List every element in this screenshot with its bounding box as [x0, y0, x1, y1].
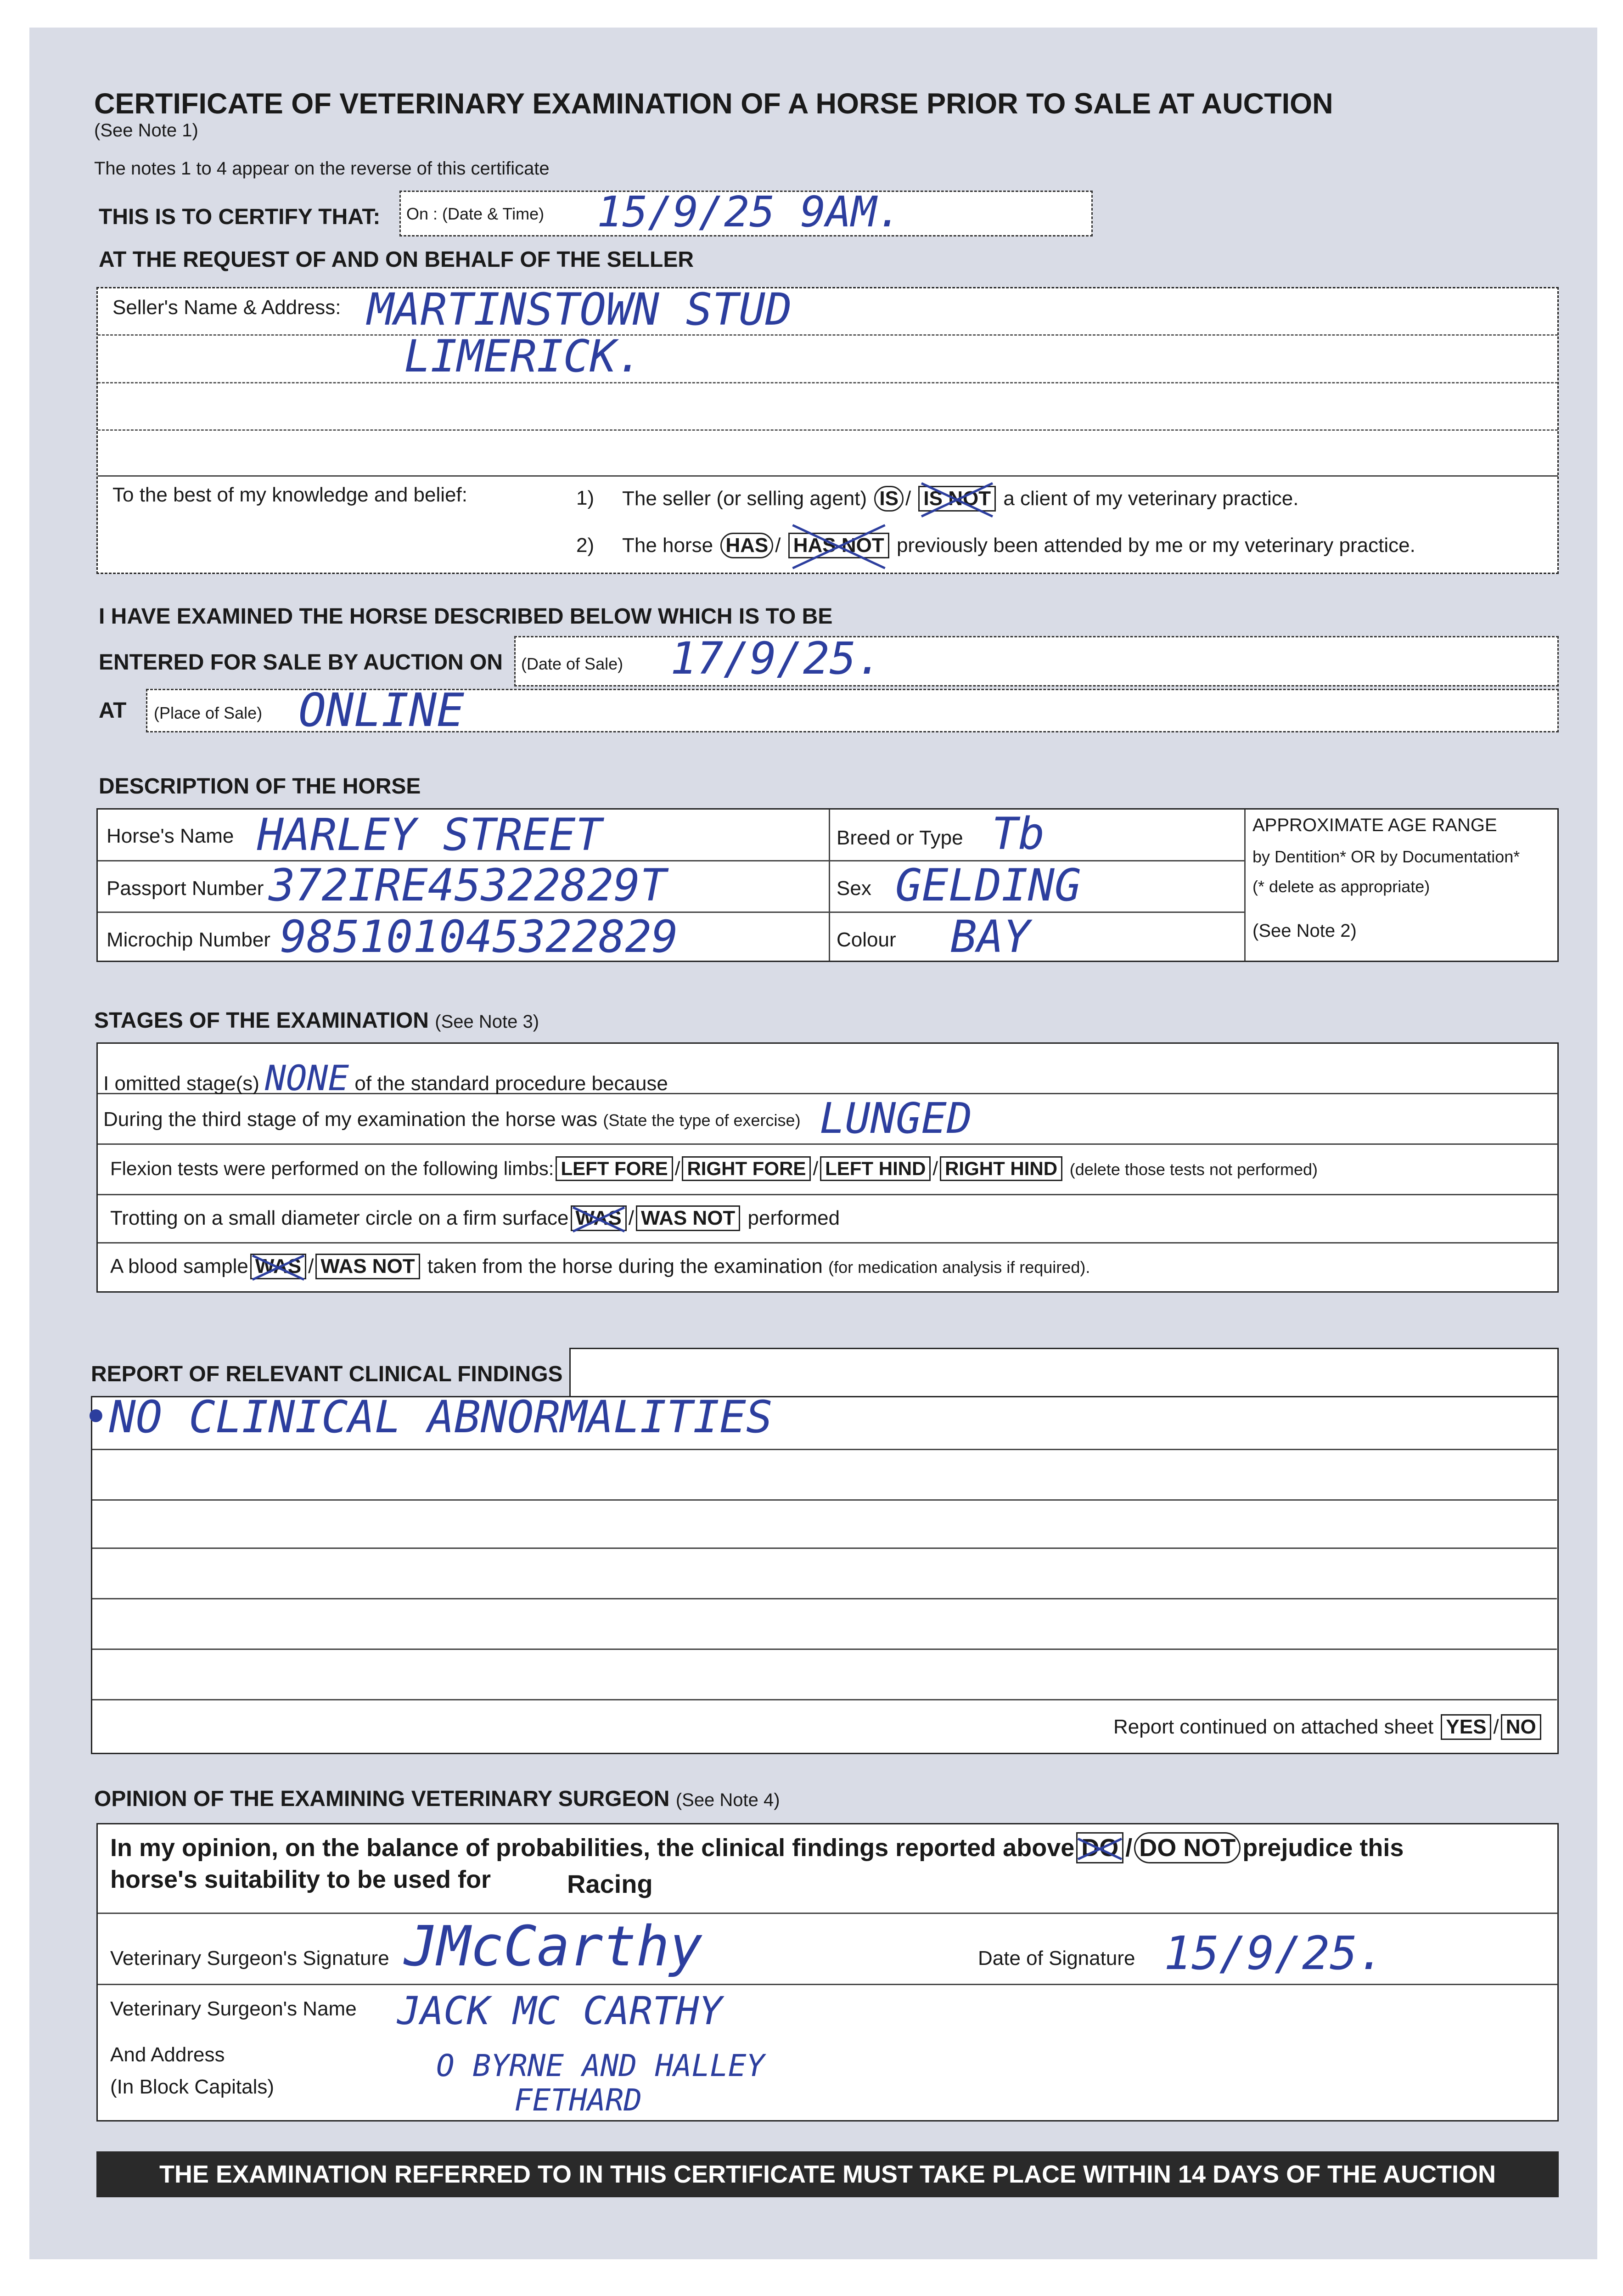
sale-heading-2: ENTERED FOR SALE BY AUCTION ON — [99, 650, 503, 675]
option-has-not[interactable]: HAS NOT — [788, 533, 889, 558]
veterinary-signature: JMcCarthy — [404, 1915, 703, 1979]
flexion-pre: Flexion tests were performed on the following limbs: — [110, 1158, 554, 1179]
surgeon-address-1: O BYRNE AND HALLEY — [436, 2048, 765, 2083]
option-has[interactable]: HAS — [720, 533, 773, 558]
option-trot-was-not[interactable]: WAS NOT — [636, 1205, 740, 1231]
omit-pre: I omitted stage(s) — [103, 1072, 259, 1095]
blood-row: A blood sample WAS / WAS NOT taken from the horse during the examination (for medication analysis if required). — [110, 1254, 1090, 1279]
stages-heading-text: STAGES OF THE EXAMINATION — [94, 1008, 429, 1033]
horse-name-label: Horse's Name — [107, 825, 234, 847]
exam-date-time: 15/9/25 9AM. — [597, 187, 902, 236]
option-blood-was[interactable]: WAS — [250, 1254, 306, 1279]
blood-pre: A blood sample — [110, 1255, 248, 1277]
opinion-heading — [94, 1786, 780, 1812]
item1-number: 1) — [576, 487, 595, 509]
flexion-post: (delete those tests not performed) — [1069, 1160, 1318, 1179]
option-left-hind[interactable]: LEFT HIND — [820, 1156, 931, 1181]
sale-heading-1: I HAVE EXAMINED THE HORSE DESCRIBED BELOW WHICH IS TO BE — [99, 604, 833, 629]
notes-line: The notes 1 to 4 appear on the reverse of this certificate — [94, 158, 550, 179]
omit-post: of the standard procedure because — [354, 1072, 668, 1095]
flexion-row: Flexion tests were performed on the following limbs: LEFT FORE / RIGHT FORE / LEFT HIND / RIGHT HIND (delete those tests not performed) — [110, 1156, 1318, 1181]
colour-label: Colour — [837, 929, 896, 951]
request-line: AT THE REQUEST OF AND ON BEHALF OF THE SELLER — [99, 248, 694, 272]
address-label-2: (In Block Capitals) — [110, 2076, 275, 2098]
option-do[interactable]: DO — [1076, 1832, 1123, 1863]
third-stage-small: (State the type of exercise) — [603, 1111, 801, 1130]
stages-heading-note: (See Note 3) — [435, 1012, 539, 1032]
at-label: AT — [99, 698, 127, 723]
knowledge-label: To the best of my knowledge and belief: — [112, 484, 467, 506]
passport-label: Passport Number — [107, 877, 264, 900]
blood-small: (for medication analysis if required). — [828, 1258, 1090, 1277]
report-heading-box — [569, 1348, 1559, 1396]
certify-label: THIS IS TO CERTIFY THAT: — [99, 205, 381, 229]
sale-date-label: (Date of Sale) — [521, 654, 623, 673]
trotting-row: Trotting on a small diameter circle on a firm surface WAS / WAS NOT performed — [110, 1205, 840, 1231]
third-stage-row — [103, 1108, 801, 1131]
sale-place-label: (Place of Sale) — [154, 703, 263, 722]
description-heading: DESCRIPTION OF THE HORSE — [99, 774, 421, 799]
item1-pre: The seller (or selling agent) — [622, 487, 867, 510]
option-do-not[interactable]: DO NOT — [1134, 1832, 1241, 1863]
surgeon-name-value: JACK MC CARTHY — [397, 1988, 723, 2033]
passport-value: 372IRE45322829T — [269, 860, 667, 911]
microchip-label: Microchip Number — [107, 929, 270, 951]
trotting-pre: Trotting on a small diameter circle on a firm surface — [110, 1207, 569, 1229]
intended-use-value: Racing — [567, 1869, 653, 1898]
sex-value: GELDING — [895, 860, 1081, 911]
age-range-delete-note: (* delete as appropriate) — [1252, 877, 1430, 896]
option-blood-was-not[interactable]: WAS NOT — [315, 1254, 420, 1279]
clinical-finding: •NO CLINICAL ABNORMALITIES — [83, 1391, 773, 1443]
option-right-fore[interactable]: RIGHT FORE — [682, 1156, 811, 1181]
colour-value: BAY — [950, 911, 1030, 962]
item2-post: previously been attended by me or my veterinary practice. — [896, 534, 1415, 557]
age-range-title: APPROXIMATE AGE RANGE — [1252, 815, 1497, 835]
item2-line: The horse HAS / HAS NOT previously been attended by me or my veterinary practice. — [622, 533, 1415, 558]
breed-label: Breed or Type — [837, 827, 963, 849]
sale-date-value: 17/9/25. — [670, 633, 883, 684]
address-label-1: And Address — [110, 2043, 225, 2066]
third-stage-value: LUNGED — [820, 1094, 972, 1143]
seller-name-value: MARTINSTOWN STUD — [367, 284, 792, 335]
item2-number: 2) — [576, 534, 595, 557]
option-continued-no[interactable]: NO — [1501, 1714, 1541, 1740]
opinion-heading-note: (See Note 4) — [675, 1790, 780, 1810]
footer-banner: THE EXAMINATION REFERRED TO IN THIS CERTIFICATE MUST TAKE PLACE WITHIN 14 DAYS OF THE AUCTION — [96, 2151, 1559, 2197]
surgeon-address-2: FETHARD — [514, 2082, 642, 2118]
opinion-text-1-post: prejudice this — [1242, 1834, 1404, 1862]
sex-label: Sex — [837, 877, 871, 900]
option-right-hind[interactable]: RIGHT HIND — [940, 1156, 1062, 1181]
item2-pre: The horse — [622, 534, 713, 557]
report-continued-row: Report continued on attached sheet YES / NO — [1113, 1714, 1543, 1740]
seller-name-label: Seller's Name & Address: — [112, 296, 341, 319]
item1-post: a client of my veterinary practice. — [1003, 487, 1299, 510]
option-left-fore[interactable]: LEFT FORE — [556, 1156, 673, 1181]
opinion-text-1: In my opinion, on the balance of probabilities, the clinical findings reported above DO / DO NOT prejudice this — [110, 1832, 1404, 1863]
signature-label: Veterinary Surgeon's Signature — [110, 1947, 389, 1970]
signature-date-label: Date of Signature — [978, 1947, 1135, 1970]
certificate-title: CERTIFICATE OF VETERINARY EXAMINATION OF A HORSE PRIOR TO SALE AT AUCTION — [94, 88, 1333, 120]
third-stage-pre: During the third stage of my examination the horse was — [103, 1108, 598, 1131]
omit-value: NONE — [265, 1058, 349, 1098]
see-note-1: (See Note 1) — [94, 120, 198, 141]
on-date-time-label: On : (Date & Time) — [406, 204, 545, 223]
report-continued-label: Report continued on attached sheet — [1113, 1716, 1434, 1738]
microchip-value: 985101045322829 — [280, 911, 678, 962]
option-trot-was[interactable]: WAS — [571, 1205, 627, 1231]
sale-place-value: ONLINE — [298, 683, 465, 737]
blood-post: taken from the horse during the examination — [427, 1255, 823, 1277]
seller-address-value: LIMERICK. — [404, 331, 643, 382]
opinion-text-1-pre: In my opinion, on the balance of probabilities, the clinical findings reported above — [110, 1834, 1075, 1862]
omit-row — [103, 1058, 668, 1098]
opinion-text-2: horse's suitability to be used for — [110, 1866, 491, 1893]
item1-line: The seller (or selling agent) IS / IS NOT a client of my veterinary practice. — [622, 486, 1298, 512]
stages-heading — [94, 1008, 539, 1033]
signature-date-value: 15/9/25. — [1164, 1926, 1385, 1980]
option-is-not[interactable]: IS NOT — [918, 486, 996, 512]
trotting-post: performed — [747, 1207, 840, 1229]
surgeon-name-label: Veterinary Surgeon's Name — [110, 1998, 357, 2020]
option-is[interactable]: IS — [874, 486, 904, 512]
age-range-basis: by Dentition* OR by Documentation* — [1252, 847, 1520, 866]
opinion-heading-text: OPINION OF THE EXAMINING VETERINARY SURGEON — [94, 1787, 670, 1811]
age-range-see-note: (See Note 2) — [1252, 921, 1357, 941]
horse-name-value: HARLEY STREET — [257, 809, 602, 861]
report-heading: REPORT OF RELEVANT CLINICAL FINDINGS — [91, 1362, 563, 1386]
breed-value: Tb — [992, 808, 1045, 860]
option-continued-yes[interactable]: YES — [1441, 1714, 1491, 1740]
